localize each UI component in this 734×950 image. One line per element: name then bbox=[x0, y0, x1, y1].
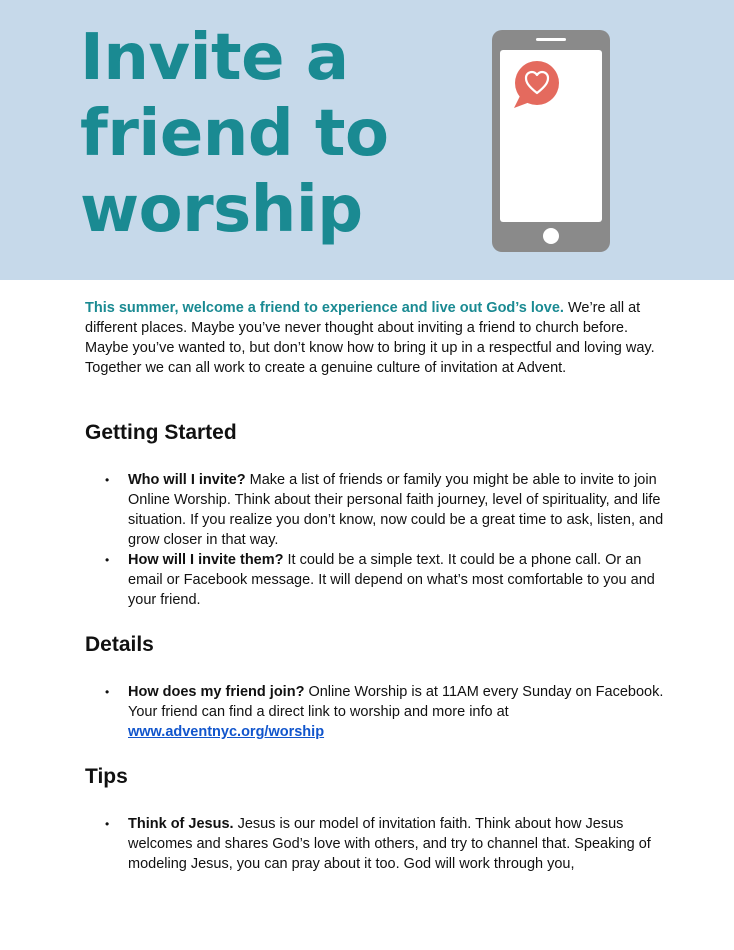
getting-started-list bbox=[85, 470, 665, 610]
list-item bbox=[85, 550, 665, 610]
tips-list bbox=[85, 814, 665, 874]
list-item-question: How does my friend join? bbox=[128, 684, 305, 700]
list-item-text: Online Worship is at 11AM every Sunday on Facebook. Your friend can find a direct link to worship and more info at bbox=[128, 684, 664, 720]
heading-details: Details bbox=[85, 633, 154, 656]
list-item bbox=[85, 470, 665, 550]
list-item-text: It could be a simple text. It could be a phone call. Or an email or Facebook message. It will depend on what’s most comfortable to you and your friend. bbox=[128, 552, 655, 608]
bullet-icon: • bbox=[105, 685, 110, 699]
intro-paragraph bbox=[85, 298, 665, 378]
bullet-icon: • bbox=[105, 817, 110, 831]
list-item bbox=[85, 682, 665, 742]
title-line-3: worship bbox=[80, 173, 363, 247]
heading-getting-started: Getting Started bbox=[85, 421, 237, 444]
intro-body: We’re all at different places. Maybe you’ve never thought about inviting a friend to church before. Maybe you’ve wanted to, but don’t know how to bring it up in a respectful and loving way. Together we can all work to create a genuine culture of invitation at Advent. bbox=[85, 300, 655, 376]
list-item-text: Make a list of friends or family you might be able to invite to join Online Worship. Think about their personal faith journey, level of spirituality, and life situation. If you realize you don’t know, now could be a great time to ask, listen, and grow closer in that way. bbox=[128, 472, 664, 548]
bullet-icon: • bbox=[105, 473, 110, 487]
worship-link[interactable]: www.adventnyc.org/worship bbox=[128, 724, 325, 740]
page-title bbox=[80, 20, 388, 248]
document-body bbox=[85, 298, 665, 874]
list-item-text: Jesus is our model of invitation faith. Think about how Jesus welcomes and shares God’s love with others, and try to channel that. Speaking of modeling Jesus, you can pray about it too. God will work through you, bbox=[128, 816, 651, 872]
details-list bbox=[85, 682, 665, 742]
list-item bbox=[85, 814, 665, 874]
heading-tips: Tips bbox=[85, 765, 128, 788]
list-item-question: Who will I invite? bbox=[128, 472, 246, 488]
list-item-question: Think of Jesus. bbox=[128, 816, 234, 832]
list-item-question: How will I invite them? bbox=[128, 552, 284, 568]
header-banner bbox=[0, 0, 734, 280]
phone-icon bbox=[490, 28, 612, 254]
bullet-icon: • bbox=[105, 553, 110, 567]
title-line-1: Invite a bbox=[80, 21, 349, 95]
title-line-2: friend to bbox=[80, 97, 389, 171]
intro-lead: This summer, welcome a friend to experience and live out God’s love. bbox=[85, 300, 564, 316]
